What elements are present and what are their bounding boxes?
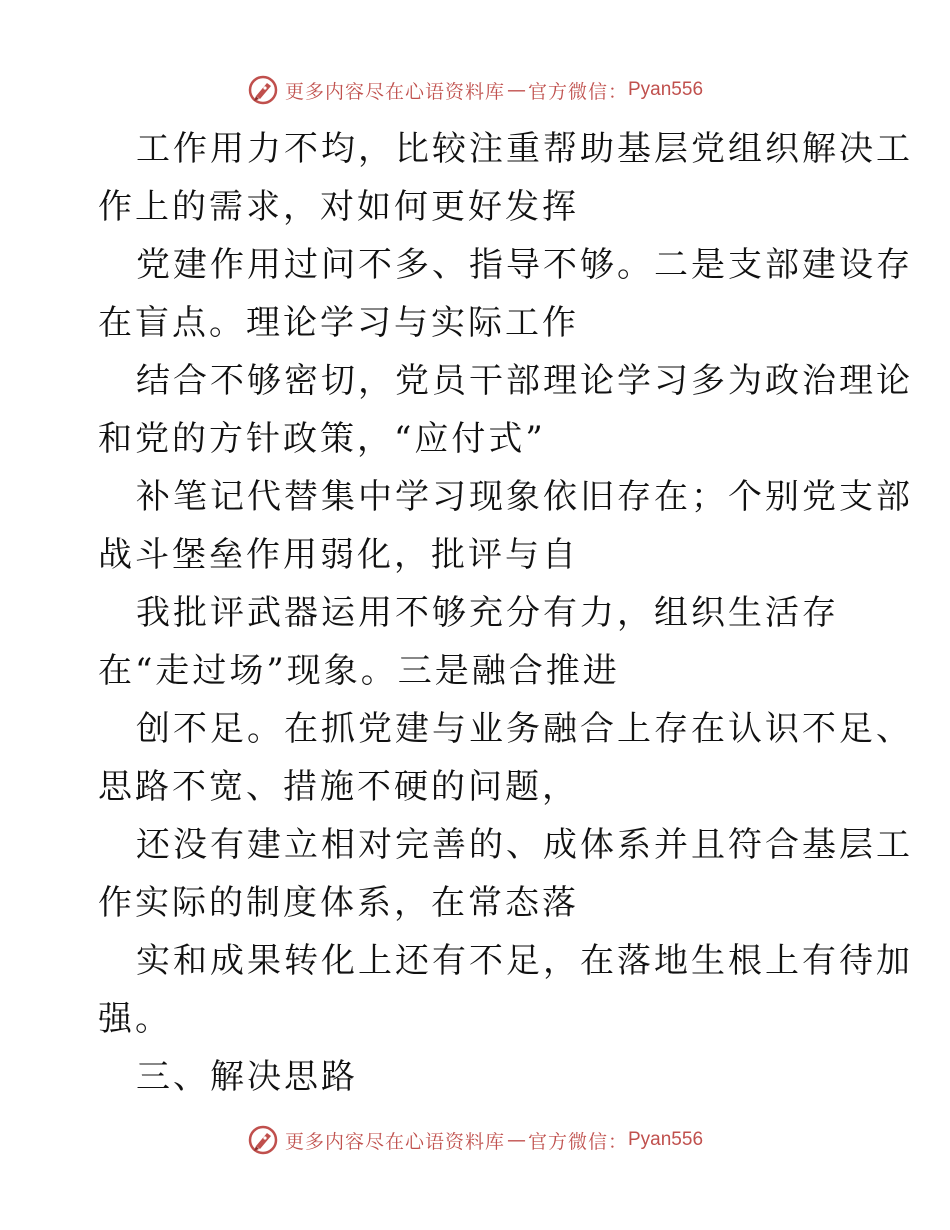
body-line: 在“走过场”现象。三是融合推进 — [98, 651, 620, 691]
body-line: 作上的需求，对如何更好发挥 — [98, 187, 579, 227]
body-line: 作实际的制度体系，在常态落 — [98, 883, 579, 923]
body-line: 实和成果转化上还有不足，在落地生根上有待加 — [136, 941, 913, 981]
body-line: 我批评武器运用不够充分有力，组织生活存 — [136, 593, 839, 633]
body-line: 在盲点。理论学习与实际工作 — [98, 303, 579, 343]
watermark-separator: — — [506, 79, 526, 101]
pen-logo-icon — [247, 74, 279, 106]
body-line: 还没有建立相对完善的、成体系并且符合基层工 — [136, 825, 913, 865]
pen-logo-icon — [247, 1124, 279, 1156]
body-line: 思路不宽、措施不硬的问题， — [98, 767, 579, 807]
watermark-label: 官方微信： — [527, 80, 628, 103]
body-line: 党建作用过问不多、指导不够。二是支部建设存 — [136, 245, 913, 285]
body-line: 结合不够密切，党员干部理论学习多为政治理论 — [136, 361, 913, 401]
watermark-text: 更多内容尽在心语资料库 — [284, 1130, 505, 1153]
watermark-account: Pyan556 — [628, 79, 704, 100]
document-body — [98, 120, 913, 1106]
body-line: 创不足。在抓党建与业务融合上存在认识不足、 — [136, 709, 913, 749]
header-watermark — [0, 70, 950, 110]
section-heading: 三、解决思路 — [136, 1057, 358, 1097]
watermark-account: Pyan556 — [628, 1129, 704, 1150]
watermark-separator: — — [506, 1129, 526, 1151]
body-line: 战斗堡垒作用弱化，批评与自 — [98, 535, 579, 575]
watermark-text: 更多内容尽在心语资料库 — [284, 80, 505, 103]
body-line: 工作用力不均，比较注重帮助基层党组织解决工 — [136, 129, 913, 169]
body-line: 强。 — [98, 999, 172, 1039]
watermark-label: 官方微信： — [527, 1130, 628, 1153]
footer-watermark — [0, 1120, 950, 1160]
body-line: 补笔记代替集中学习现象依旧存在；个别党支部 — [136, 477, 913, 517]
body-line: 和党的方针政策，“应付式” — [98, 419, 546, 459]
